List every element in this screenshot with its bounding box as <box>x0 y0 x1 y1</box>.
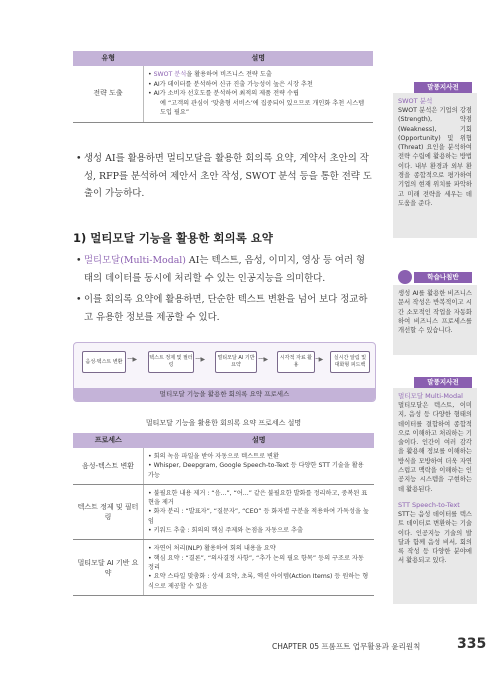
sidebar-tab-dictionary: 말풍지사전 <box>414 82 472 93</box>
table-row <box>73 540 374 595</box>
table-header: 설명 <box>144 51 374 66</box>
sidebar-term: 멀티모달 Multi-Modal <box>398 392 463 400</box>
page-number: 335 <box>457 636 487 652</box>
flow-step: 멀티모달 AI 기반 요약 <box>215 351 257 373</box>
table-row <box>73 448 374 484</box>
process-flow-diagram <box>73 342 376 402</box>
example-note: 예 “고객의 관심이 ‘맞춤형 서비스’에 집중되어 있으므로 개인화 추천 시스템 도입 필요” <box>160 99 365 116</box>
table-header: 유형 <box>73 51 144 66</box>
arrow-right-icon: ······▶ <box>127 356 137 363</box>
sidebar-term: SWOT 분석 <box>398 97 433 105</box>
table-row <box>73 66 373 122</box>
arrow-right-icon: ····▶ <box>315 356 323 363</box>
list-item: • SWOT 분석을 활용하여 비즈니스 전략 도출 <box>148 71 272 78</box>
list-item: • 요약 스타일 맞춤화 : 상세 요약, 초록, 액션 아이템(Action Items) 등 원하는 형식으로 제공할 수 있음 <box>148 573 369 590</box>
sidebar-box-dictionary <box>393 388 477 604</box>
diagram-caption: 멀티모달 기능을 활용한 회의록 요약 프로세스 <box>74 388 375 401</box>
flow-step: 음성·텍스트 변환 <box>82 351 126 373</box>
sidebar-tab-learning: 학습나침반 <box>414 272 472 283</box>
strategy-table <box>73 51 373 123</box>
table-cell-type: 전략 도출 <box>73 66 144 122</box>
sidebar-term: STT Speech-to-Text <box>398 500 460 509</box>
process-table <box>73 433 374 596</box>
sidebar-text: 생성 AI를 활용한 비즈니스 문서 작성은 반복적이고 시간 소모적인 작업을 자동화하여 비즈니스 프로세스를 개선할 수 있습니다. <box>398 290 472 335</box>
list-item: • AI가 데이터를 분석하여 신규 진출 가능성이 높은 시장 추천 <box>148 80 313 88</box>
flow-step: 실시간 알림 및 대화형 피드백 <box>330 351 370 373</box>
table-cell-description <box>144 66 374 122</box>
paragraph: • 생성 AI를 활용하면 멀티모달을 활용한 회의록 요약, 계약서 초안의 작성, RFP를 분석하여 제안서 초안 작성, SWOT 분석 등을 통한 전략 도출이 가능하다. <box>76 153 372 199</box>
paragraph: • 멀티모달(Multi-Modal) AI는 텍스트, 음성, 이미지, 영상 등 여러 형태의 데이터를 동시에 처리할 수 있는 인공지능을 의미한다. <box>76 255 366 284</box>
table-header: 설명 <box>144 433 375 448</box>
table-cell-description <box>144 448 375 484</box>
list-item: • Whisper, Deepgram, Google Speech-to-Text 등 다양한 STT 기술을 활용 가능 <box>148 462 364 479</box>
list-item: • 화자 분리 : “발표자”, “질문자”, “CEO” 등 화자별 구분을 적용하여 가독성을 높임 <box>148 508 369 525</box>
table-cell-process: 텍스트 정제 및 필터링 <box>73 484 144 539</box>
sidebar-box-dictionary <box>393 93 477 238</box>
section-heading: 1) 멀티모달 기능을 활용한 회의록 요약 <box>73 231 273 245</box>
arrow-right-icon: ······▶ <box>195 356 205 363</box>
list-item: • 키워드 추출 : 회의의 핵심 주제와 논점을 자동으로 추출 <box>148 527 303 535</box>
table-cell-process: 음성-텍스트 변환 <box>73 448 144 484</box>
sidebar-text: 멀티모달은 텍스트, 이미지, 음성 등 다양한 형태의 데이터를 결합하여 종합적으로 이해하고 처리하는 기술이다. 인간이 여러 감각을 활용해 정보를 이해하는 방식을 모방하여 더욱 자연스럽고 맥락을 이해하는 인공지능 시스템을 구현하는 데 활용된다. <box>398 402 472 493</box>
sidebar-text: STT는 음성 데이터를 텍스트 데이터로 변환하는 기술이다. 인공지능 기술의 발달과 함께 음성 비서, 회의록 작성 등 다양한 분야에서 활용되고 있다. <box>398 510 472 565</box>
list-item: • 불필요한 내용 제거 : “음...”, “어...” 같은 불필요한 발화를 정리하고, 중복된 표현을 제거 <box>148 489 368 507</box>
sidebar-tab-dictionary: 말풍지사전 <box>414 377 472 388</box>
table-header: 프로세스 <box>73 433 144 448</box>
flow-step: 텍스트 정제 및 필터링 <box>148 351 194 373</box>
chapter-footer: CHAPTER 05 프롬프트 업무활용과 윤리원칙 <box>272 642 421 651</box>
compass-icon <box>398 270 412 284</box>
table-cell-description <box>144 484 375 539</box>
sidebar-box-learning <box>393 285 477 355</box>
table-cell-description <box>144 540 375 595</box>
list-item: • 핵심 요약 : “결론”, “의사결정 사항”, “추가 논의 필요 항목” 등의 구조로 자동 정리 <box>148 554 364 571</box>
list-item: • 회의 녹음 파일을 받아 자동으로 텍스트로 변환 <box>148 453 279 460</box>
list-item: • 자연어 처리(NLP) 활용하여 회의 내용을 요약 <box>148 545 276 553</box>
list-item: • AI가 소비자 선호도를 분석하여 최적의 제품 전략 수립 <box>148 90 299 97</box>
paragraph: • 이를 회의록 요약에 활용하면, 단순한 텍스트 변환을 넘어 보다 정교하고 유용한 정보를 제공할 수 있다. <box>76 294 368 323</box>
table-row <box>73 484 374 539</box>
arrow-right-icon: ······▶ <box>258 356 268 363</box>
table-title: 멀티모달 기능을 활용한 회의록 요약 프로세스 설명 <box>145 419 302 427</box>
flow-step: 시각적 자료 활용 <box>277 351 315 373</box>
table-cell-process: 멀티모달 AI 기반 요약 <box>73 540 144 595</box>
term-highlight: 멀티모달(Multi-Modal) <box>84 255 186 266</box>
sidebar-text: SWOT 분석은 기업의 강점(Strength), 약점(Weakness), 기회(Opportunity) 및 위협(Threat) 요인을 분석하여 전략 수립에 활용하는 방법이다. 내부 환경과 외부 환경을 종합적으로 평가하여 기업의 현재 위치를 파악하고 미래 전략을 세우는 데 도움을 준다. <box>398 107 472 207</box>
